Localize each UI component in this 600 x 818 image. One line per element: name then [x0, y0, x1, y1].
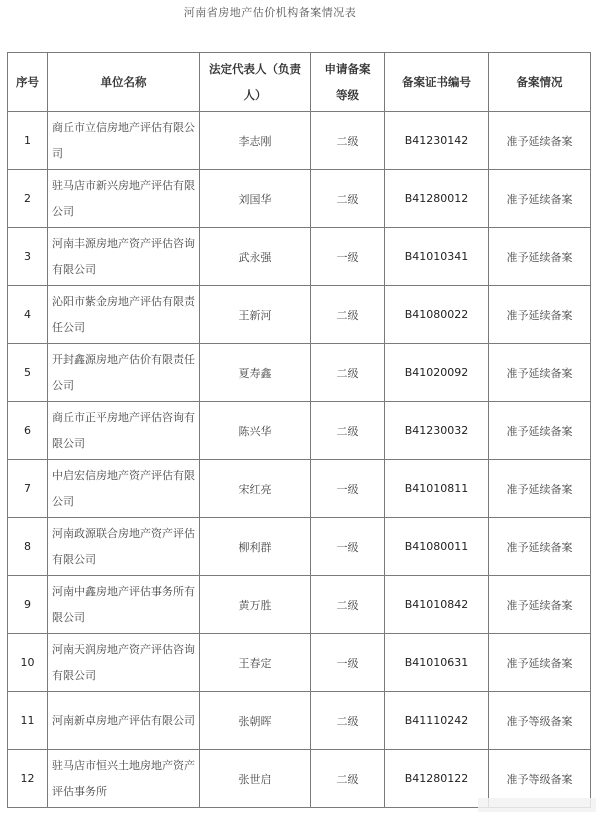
header-row: [8, 53, 591, 112]
cell-cert-no: B41280122: [385, 750, 489, 808]
cell-cert-no: B41010631: [385, 634, 489, 692]
cell-status: 准予延续备案: [489, 112, 591, 170]
cell-level: 二级: [311, 692, 385, 750]
cell-company-name: 商丘市立信房地产评估有限公司: [48, 112, 200, 170]
cell-no: 10: [8, 634, 48, 692]
cell-legal-rep: 张朝晖: [200, 692, 311, 750]
cell-cert-no: B41230142: [385, 112, 489, 170]
cell-company-name: 驻马店市新兴房地产评估有限公司: [48, 170, 200, 228]
cell-company-name: 河南丰源房地产资产评估咨询有限公司: [48, 228, 200, 286]
cell-status: 准予延续备案: [489, 170, 591, 228]
document-title: 河南省房地产估价机构备案情况表: [183, 6, 357, 19]
cell-status: 准予延续备案: [489, 344, 591, 402]
cell-legal-rep: 武永强: [200, 228, 311, 286]
table-row: [8, 286, 591, 344]
cell-legal-rep: 黄万胜: [200, 576, 311, 634]
cell-company-name: 河南政源联合房地产资产评估有限公司: [48, 518, 200, 576]
cell-company-name: 开封鑫源房地产估价有限责任公司: [48, 344, 200, 402]
cell-no: 11: [8, 692, 48, 750]
table-row: [8, 344, 591, 402]
cell-level: 二级: [311, 286, 385, 344]
header-level: 申请备案等级: [311, 53, 385, 112]
cell-status: 准予延续备案: [489, 460, 591, 518]
watermark: [478, 798, 596, 812]
cell-level: 一级: [311, 634, 385, 692]
cell-legal-rep: 王春定: [200, 634, 311, 692]
cell-level: 一级: [311, 228, 385, 286]
header-no: 序号: [8, 53, 48, 112]
header-cert: 备案证书编号: [385, 53, 489, 112]
header-rep: 法定代表人（负责人）: [200, 53, 311, 112]
cell-legal-rep: 李志刚: [200, 112, 311, 170]
cell-level: 二级: [311, 344, 385, 402]
cell-status: 准予等级备案: [489, 750, 591, 808]
header-name: 单位名称: [48, 53, 200, 112]
cell-level: 一级: [311, 518, 385, 576]
cell-status: 准予延续备案: [489, 402, 591, 460]
cell-cert-no: B41080022: [385, 286, 489, 344]
cell-cert-no: B41230032: [385, 402, 489, 460]
cell-no: 1: [8, 112, 48, 170]
cell-company-name: 沁阳市紫金房地产评估有限责任公司: [48, 286, 200, 344]
cell-status: 准予延续备案: [489, 228, 591, 286]
filing-table: [7, 52, 591, 808]
table-row: [8, 460, 591, 518]
cell-no: 7: [8, 460, 48, 518]
cell-legal-rep: 刘国华: [200, 170, 311, 228]
cell-company-name: 河南中鑫房地产评估事务所有限公司: [48, 576, 200, 634]
cell-cert-no: B41020092: [385, 344, 489, 402]
cell-no: 4: [8, 286, 48, 344]
table-row: [8, 576, 591, 634]
table-row: [8, 518, 591, 576]
cell-level: 一级: [311, 460, 385, 518]
cell-status: 准予延续备案: [489, 518, 591, 576]
cell-company-name: 河南新卓房地产评估有限公司: [48, 692, 200, 750]
cell-cert-no: B41280012: [385, 170, 489, 228]
cell-cert-no: B41010842: [385, 576, 489, 634]
cell-company-name: 中启宏信房地产资产评估有限公司: [48, 460, 200, 518]
cell-level: 二级: [311, 750, 385, 808]
cell-cert-no: B41110242: [385, 692, 489, 750]
cell-legal-rep: 王新河: [200, 286, 311, 344]
cell-legal-rep: 陈兴华: [200, 402, 311, 460]
cell-level: 二级: [311, 402, 385, 460]
table-body: [8, 112, 591, 808]
cell-legal-rep: 张世启: [200, 750, 311, 808]
cell-status: 准予延续备案: [489, 576, 591, 634]
cell-legal-rep: 柳利群: [200, 518, 311, 576]
cell-status: 准予延续备案: [489, 634, 591, 692]
cell-level: 二级: [311, 112, 385, 170]
cell-status: 准予延续备案: [489, 286, 591, 344]
cell-level: 二级: [311, 170, 385, 228]
cell-company-name: 驻马店市恒兴土地房地产资产评估事务所: [48, 750, 200, 808]
cell-no: 12: [8, 750, 48, 808]
cell-no: 3: [8, 228, 48, 286]
cell-company-name: 商丘市正平房地产评估咨询有限公司: [48, 402, 200, 460]
cell-no: 2: [8, 170, 48, 228]
cell-cert-no: B41010811: [385, 460, 489, 518]
cell-no: 5: [8, 344, 48, 402]
table-row: [8, 634, 591, 692]
cell-legal-rep: 宋红亮: [200, 460, 311, 518]
header-status: 备案情况: [489, 53, 591, 112]
table-row: [8, 228, 591, 286]
table-row: [8, 170, 591, 228]
cell-cert-no: B41080011: [385, 518, 489, 576]
table-row: [8, 692, 591, 750]
cell-no: 8: [8, 518, 48, 576]
cell-no: 9: [8, 576, 48, 634]
table-row: [8, 112, 591, 170]
cell-cert-no: B41010341: [385, 228, 489, 286]
cell-level: 二级: [311, 576, 385, 634]
cell-company-name: 河南天润房地产资产评估咨询有限公司: [48, 634, 200, 692]
cell-status: 准予等级备案: [489, 692, 591, 750]
cell-legal-rep: 夏寿鑫: [200, 344, 311, 402]
cell-no: 6: [8, 402, 48, 460]
table-row: [8, 402, 591, 460]
